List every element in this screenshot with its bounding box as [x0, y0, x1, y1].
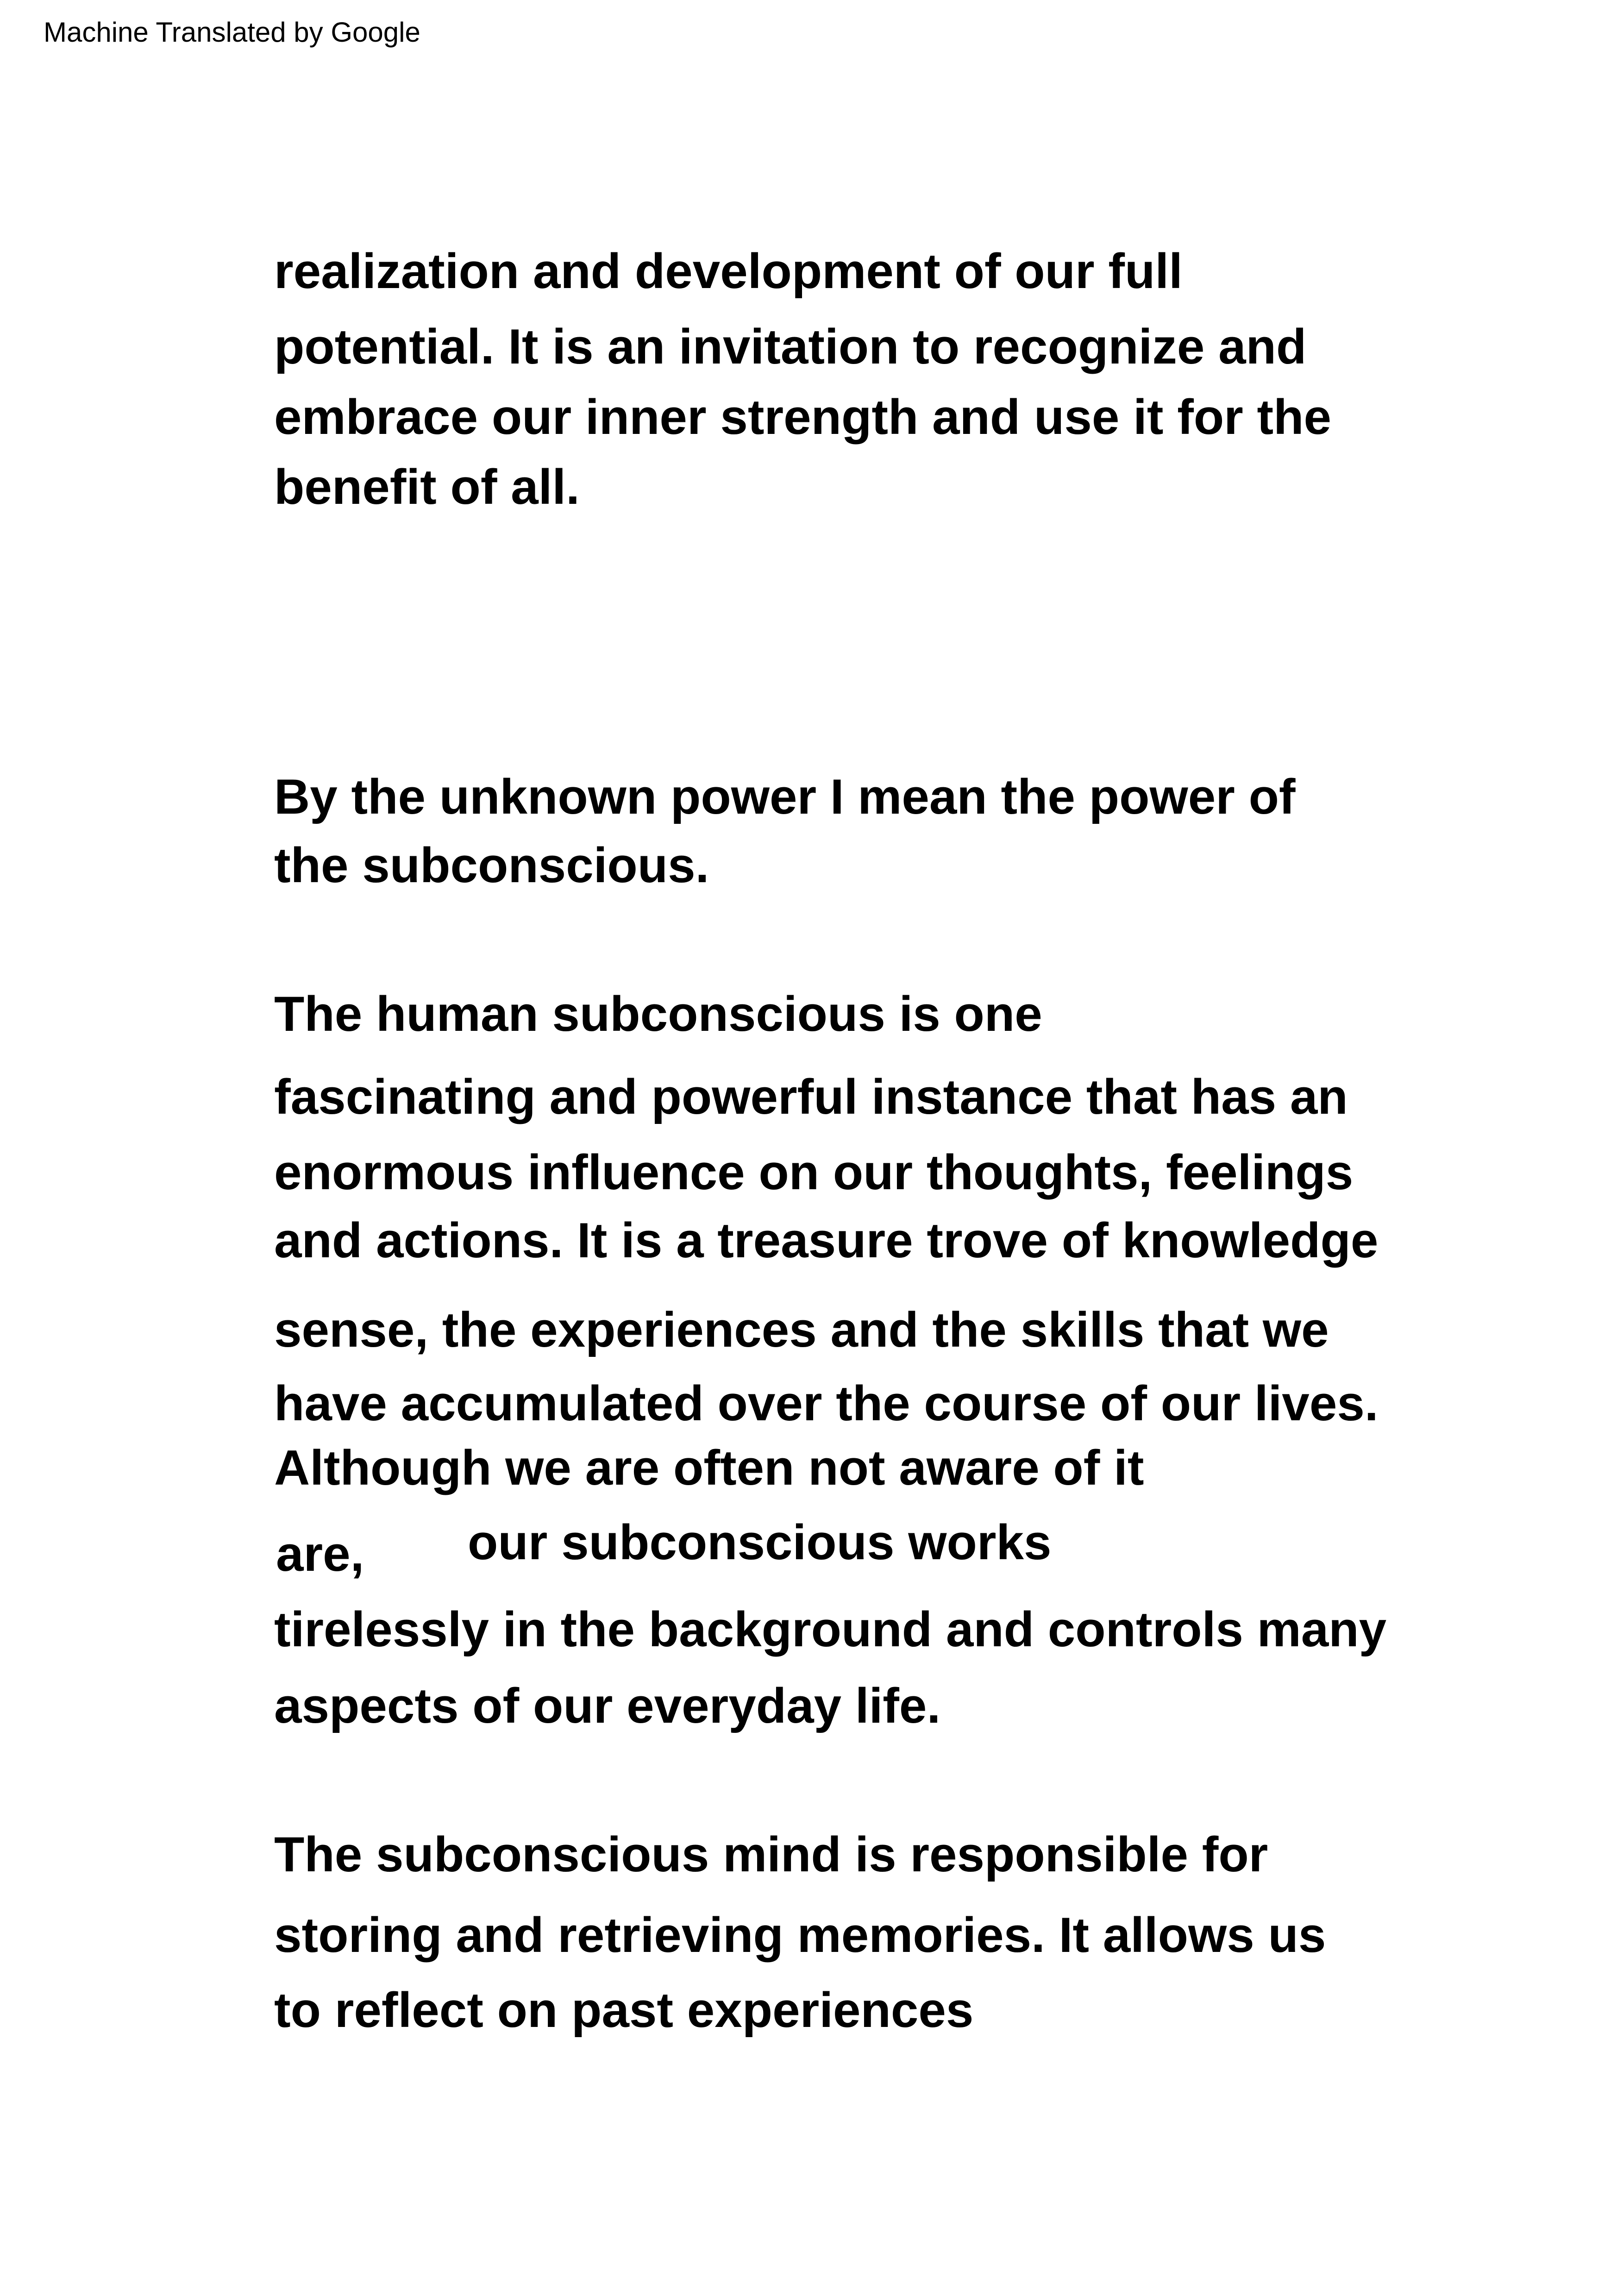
machine-translation-note: Machine Translated by Google [44, 17, 420, 48]
paragraph-4-line-3: to reflect on past experiences [274, 1982, 974, 2038]
paragraph-4-line-1: The subconscious mind is responsible for [274, 1826, 1268, 1882]
paragraph-2-line-1: By the unknown power I mean the power of [274, 769, 1296, 824]
paragraph-3-line-8-start: are, [276, 1526, 364, 1581]
paragraph-3-line-4: and actions. It is a treasure trove of knowledge [274, 1212, 1379, 1268]
paragraph-4-line-2: storing and retrieving memories. It allows us [274, 1907, 1326, 1963]
paragraph-2-line-2: the subconscious. [274, 837, 709, 893]
paragraph-3-line-10: aspects of our everyday life. [274, 1678, 941, 1733]
paragraph-3-line-2: fascinating and powerful instance that has an [274, 1069, 1348, 1124]
paragraph-3-line-5: sense, the experiences and the skills that we [274, 1302, 1329, 1357]
paragraph-3-line-9: tirelessly in the background and controls many [274, 1601, 1387, 1657]
paragraph-3-line-3: enormous influence on our thoughts, feelings [274, 1144, 1354, 1200]
paragraph-1-line-1: realization and development of our full [274, 243, 1183, 299]
paragraph-3-line-1: The human subconscious is one [274, 986, 1042, 1041]
paragraph-3-line-8-end: our subconscious works [468, 1514, 1052, 1570]
paragraph-1-line-2: potential. It is an invitation to recognize and [274, 319, 1307, 374]
paragraph-1-line-4: benefit of all. [274, 459, 580, 514]
paragraph-3-line-6: have accumulated over the course of our lives. [274, 1375, 1379, 1431]
paragraph-1-line-3: embrace our inner strength and use it for the [274, 389, 1332, 445]
paragraph-3-line-7: Although we are often not aware of it [274, 1440, 1144, 1495]
